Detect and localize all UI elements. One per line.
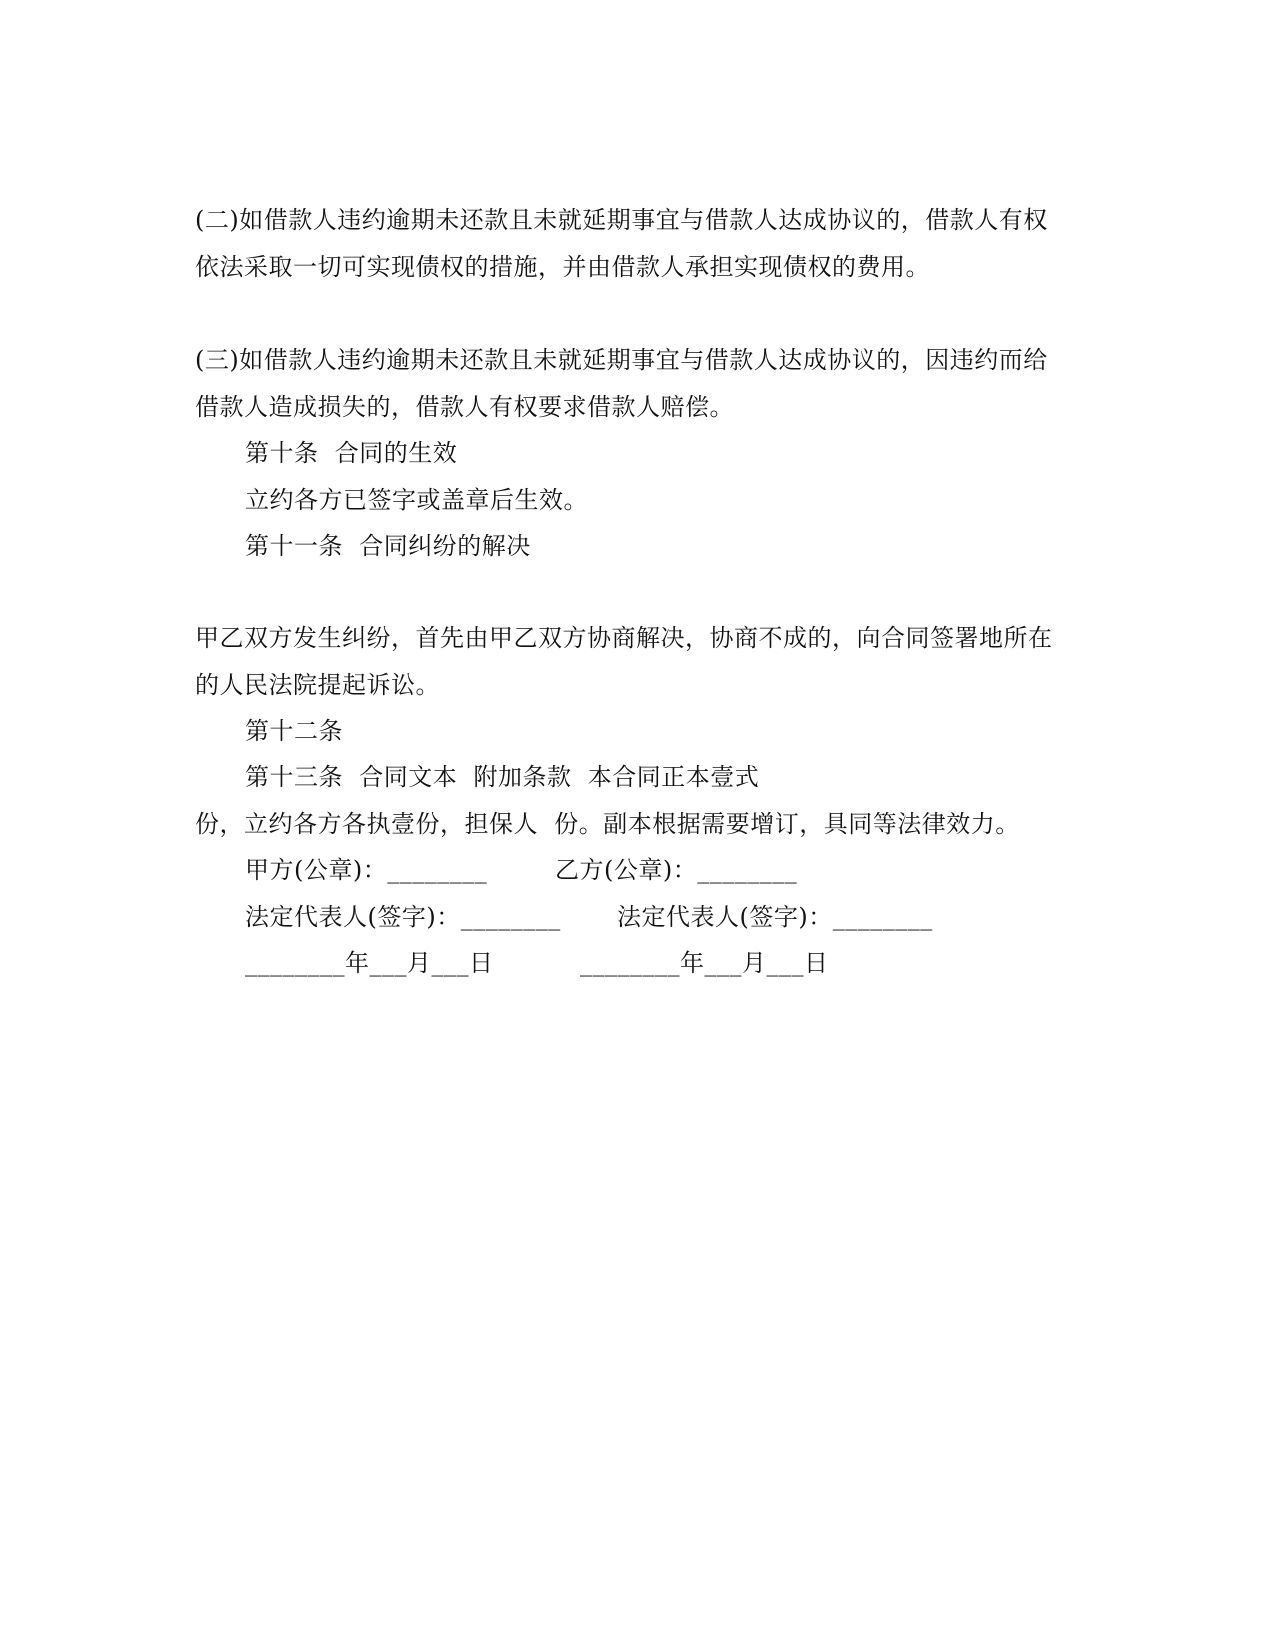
party-a-representative: 法定代表人(签字)：________: [245, 903, 561, 931]
clause-3-line-2: 借款人造成损失的，借款人有权要求借款人赔偿。: [195, 393, 734, 421]
party-a-seal: 甲方(公章)：________: [245, 856, 488, 884]
article-10-body: 立约各方已签字或盖章后生效。: [245, 486, 588, 514]
party-b-seal: 乙方(公章)：________: [555, 856, 798, 884]
party-a-date: ________年___月___日: [245, 949, 494, 977]
party-b-representative: 法定代表人(签字)：________: [617, 903, 933, 931]
article-11-line-2: 的人民法院提起诉讼。: [195, 671, 440, 699]
article-11-title: 第十一条 合同纠纷的解决: [245, 532, 531, 560]
clause-2-line-1: (二)如借款人违约逾期未还款且未就延期事宜与借款人达成协议的，借款人有权: [195, 206, 1048, 234]
clause-3-line-1: (三)如借款人违约逾期未还款且未就延期事宜与借款人达成协议的，因违约而给: [195, 346, 1048, 374]
clause-2-line-2: 依法采取一切可实现债权的措施，并由借款人承担实现债权的费用。: [195, 253, 930, 281]
article-12-title: 第十二条: [245, 717, 343, 745]
article-10-title: 第十条 合同的生效: [245, 439, 458, 467]
article-13-line-2: 份，立约各方各执壹份，担保人 份。副本根据需要增订，具同等法律效力。: [195, 810, 1020, 838]
article-13-line-1: 第十三条 合同文本 附加条款 本合同正本壹式: [245, 763, 760, 791]
article-11-line-1: 甲乙双方发生纠纷，首先由甲乙双方协商解决，协商不成的，向合同签署地所在: [195, 624, 1053, 652]
party-b-date: ________年___月___日: [580, 949, 829, 977]
